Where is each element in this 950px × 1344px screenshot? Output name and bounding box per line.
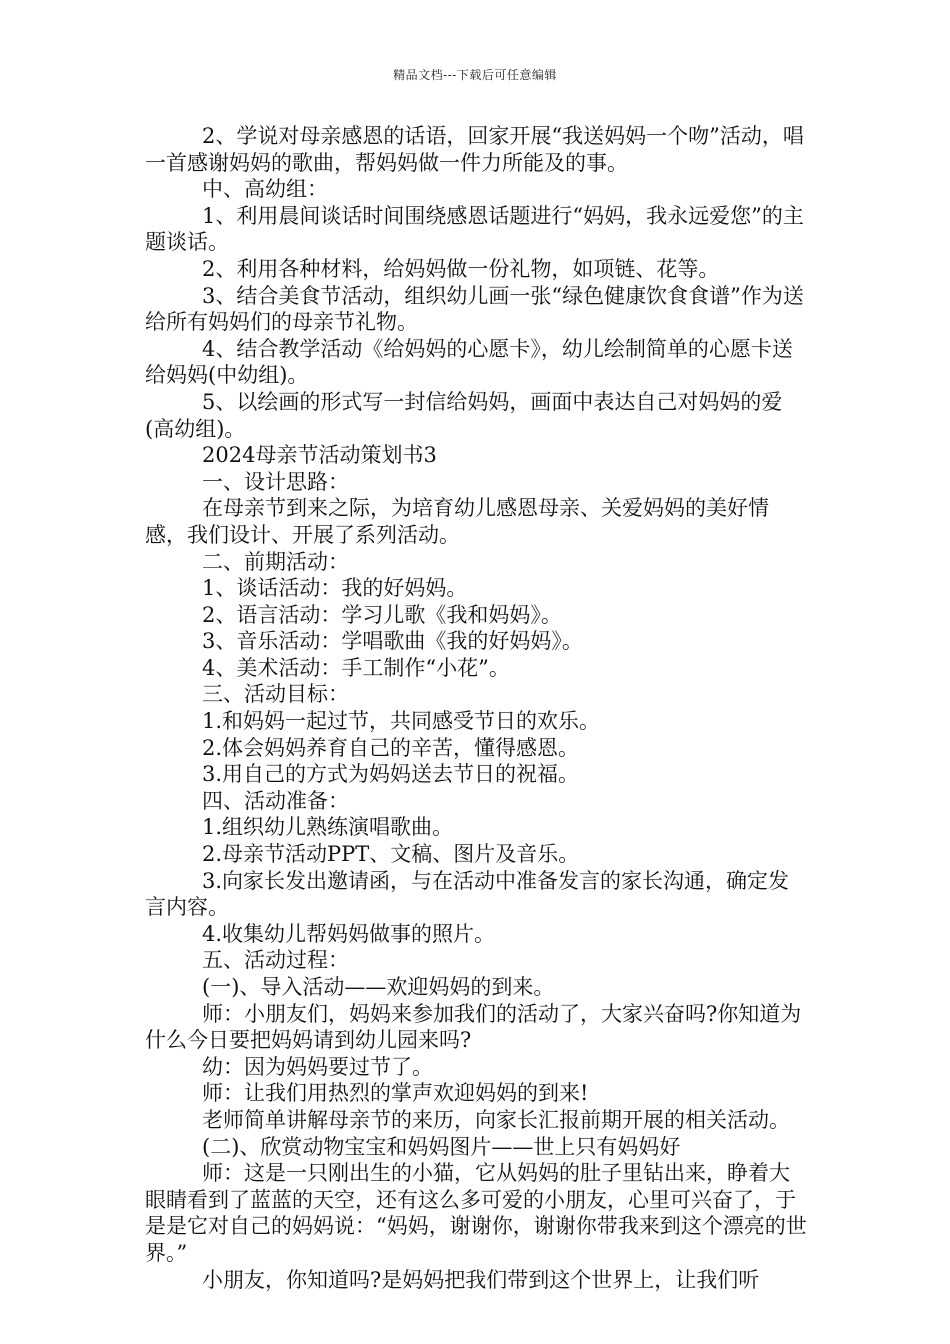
- paragraph: (二)、欣赏动物宝宝和妈妈图片——世上只有妈妈好: [202, 1134, 681, 1159]
- paragraph: (一)、导入活动——欢迎妈妈的到来。: [202, 975, 555, 999]
- paragraph: 师：这是一只刚出生的小猫，它从妈妈的肚子里钻出来，睁着大眼睛看到了蓝蓝的天空，还有这么多可爱的小朋友，心里可兴奋了，于是是它对自己的妈妈说：“妈妈，谢谢你，谢谢你带我来到这个漂亮的世界。”: [145, 1161, 807, 1265]
- list-item: 1.和妈妈一起过节，共同感受节日的欢乐。: [202, 709, 601, 734]
- list-item: 3.用自己的方式为妈妈送去节日的祝福。: [202, 762, 580, 787]
- list-item: 3.向家长发出邀请函，与在活动中准备发言的家长沟通，确定发言内容。: [145, 868, 790, 920]
- document-body: [145, 123, 809, 1293]
- paragraph: 2、利用各种材料，给妈妈做一份礼物，如项链、花等。: [202, 256, 720, 281]
- paragraph: 老师简单讲解母亲节的来历，向家长汇报前期开展的相关活动。: [202, 1107, 790, 1132]
- paragraph: 幼：因为妈妈要过节了。: [202, 1054, 433, 1079]
- page-header: 精品文档---下载后可任意编辑: [393, 68, 557, 82]
- heading: 五、活动过程：: [202, 948, 349, 973]
- list-item: 2.母亲节活动PPT、文稿、图片及音乐。: [202, 842, 580, 867]
- list-item: 2、语言活动：学习儿歌《我和妈妈》。: [202, 602, 562, 627]
- list-item: 3、音乐活动：学唱歌曲《我的好妈妈》。: [202, 629, 583, 654]
- paragraph: 4、结合教学活动《给妈妈的心愿卡》，幼儿绘制简单的心愿卡送给妈妈(中幼组)。: [145, 336, 793, 388]
- list-item: 4.收集幼儿帮妈妈做事的照片。: [202, 921, 496, 946]
- heading: 一、设计思路：: [202, 469, 349, 494]
- paragraph: 在母亲节到来之际，为培育幼儿感恩母亲、关爱妈妈的美好情感，我们设计、开展了系列活动。: [145, 496, 769, 547]
- paragraph: 小朋友，你知道吗?是妈妈把我们带到这个世界上，让我们听: [202, 1267, 760, 1292]
- list-item: 4、美术活动：手工制作“小花”。: [202, 655, 510, 680]
- heading: 四、活动准备：: [202, 788, 349, 813]
- paragraph: 1、利用晨间谈话时间围绕感恩话题进行“妈妈，我永远爱您”的主题谈话。: [145, 203, 804, 255]
- paragraph: 3、结合美食节活动，组织幼儿画一张“绿色健康饮食食谱”作为送给所有妈妈们的母亲节礼物。: [145, 283, 804, 335]
- paragraph: 中、高幼组：: [202, 177, 328, 202]
- heading: 二、前期活动：: [202, 549, 349, 574]
- section-title: 2024母亲节活动策划书3: [202, 443, 437, 468]
- list-item: 2.体会妈妈养育自己的辛苦，懂得感恩。: [202, 735, 580, 760]
- paragraph: 5、以绘画的形式写一封信给妈妈，画面中表达自己对妈妈的爱(高幼组)。: [145, 389, 783, 441]
- paragraph: 2、学说对母亲感恩的话语，回家开展“我送妈妈一个吻”活动，唱一首感谢妈妈的歌曲，帮妈妈做一件力所能及的事。: [145, 124, 804, 175]
- heading: 三、活动目标：: [202, 682, 349, 707]
- list-item: 1.组织幼儿熟练演唱歌曲。: [202, 815, 454, 840]
- paragraph: 师：小朋友们，妈妈来参加我们的活动了，大家兴奋吗?你知道为什么今日要把妈妈请到幼儿园来吗?: [145, 1001, 802, 1053]
- list-item: 1、谈话活动：我的好妈妈。: [202, 576, 468, 601]
- paragraph: 师：让我们用热烈的掌声欢迎妈妈的到来!: [202, 1081, 589, 1106]
